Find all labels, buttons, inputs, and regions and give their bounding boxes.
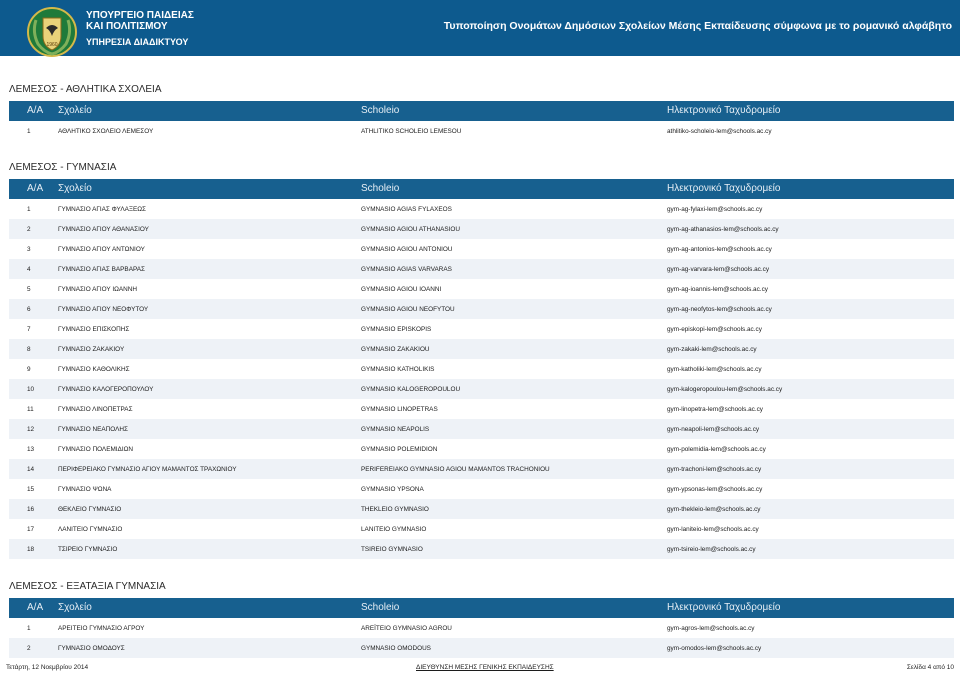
cell-aa: 12 xyxy=(27,426,35,433)
cell-school-latin: THEKLEIO GYMNASIO xyxy=(361,506,429,513)
cell-school-greek: ΓΥΜΝΑΣΙΟ ΨΩΝΑ xyxy=(58,486,112,493)
header-aa: Α/Α xyxy=(27,602,44,613)
cell-email[interactable]: athlitiko-scholeio-lem@schools.ac.cy xyxy=(667,128,772,135)
cell-aa: 13 xyxy=(27,446,35,453)
cell-school-latin: GYMNASIO NEAPOLIS xyxy=(361,426,430,433)
cell-aa: 11 xyxy=(27,406,34,413)
cell-school-latin: LANITEIO GYMNASIO xyxy=(361,526,427,533)
cell-school-latin: GYMNASIO AGIOU ATHANASIOU xyxy=(361,226,460,233)
cell-email[interactable]: gym-ag-fylaxi-lem@schools.ac.cy xyxy=(667,206,763,213)
table-row xyxy=(9,299,954,319)
cell-school-greek: ΓΥΜΝΑΣΙΟ ΖΑΚΑΚΙΟΥ xyxy=(58,346,125,353)
section-title: ΛΕΜΕΣΟΣ - ΓΥΜΝΑΣΙΑ xyxy=(9,162,117,173)
header-school-latin: Scholeio xyxy=(361,602,400,613)
header-banner xyxy=(0,0,960,56)
table-row xyxy=(9,339,954,359)
cell-school-latin: GYMNASIO POLEMIDION xyxy=(361,446,438,453)
cell-school-greek: ΓΥΜΝΑΣΙΟ ΑΓΙΟΥ ΑΘΑΝΑΣΙΟΥ xyxy=(58,226,149,233)
header-school-latin: Scholeio xyxy=(361,105,400,116)
table-row xyxy=(9,319,954,339)
cell-email[interactable]: gym-zakaki-lem@schools.ac.cy xyxy=(667,346,757,353)
cell-school-latin: GYMNASIO YPSONA xyxy=(361,486,424,493)
cell-school-latin: GYMNASIO AGIOU NEOFYTOU xyxy=(361,306,455,313)
cell-email[interactable]: gym-omodos-lem@schools.ac.cy xyxy=(667,645,762,652)
service-name: ΥΠΗΡΕΣΙΑ ΔΙΑΔΙΚΤΥΟΥ xyxy=(86,37,189,47)
cell-aa: 2 xyxy=(27,226,31,233)
table-row xyxy=(9,419,954,439)
cell-school-greek: ΓΥΜΝΑΣΙΟ ΑΓΙΟΥ ΑΝΤΩΝΙΟΥ xyxy=(58,246,145,253)
footer-department: ΔΙΕΥΘΥΝΣΗ ΜΕΣΗΣ ΓΕΝΙΚΗΣ ΕΚΠΑΙΔΕΥΣΗΣ xyxy=(416,664,554,671)
cell-email[interactable]: gym-ag-athanasios-lem@schools.ac.cy xyxy=(667,226,779,233)
cell-aa: 18 xyxy=(27,546,35,553)
cell-email[interactable]: gym-ag-antonios-lem@schools.ac.cy xyxy=(667,246,772,253)
cell-aa: 1 xyxy=(27,128,31,135)
cell-school-greek: ΘΕΚΛΕΙΟ ΓΥΜΝΑΣΙΟ xyxy=(58,506,122,513)
header-school-greek: Σχολείο xyxy=(58,183,92,194)
cell-aa: 4 xyxy=(27,266,31,273)
cell-school-greek: ΓΥΜΝΑΣΙΟ ΑΓΙΟΥ ΝΕΟΦΥΤΟΥ xyxy=(58,306,149,313)
table-row xyxy=(9,359,954,379)
section-title: ΛΕΜΕΣΟΣ - ΑΘΛΗΤΙΚΑ ΣΧΟΛΕΙΑ xyxy=(9,84,162,95)
cell-aa: 6 xyxy=(27,306,31,313)
cell-aa: 3 xyxy=(27,246,31,253)
cell-school-latin: GYMNASIO LINOPETRAS xyxy=(361,406,438,413)
cell-school-latin: GYMNASIO KATHOLIKIS xyxy=(361,366,435,373)
footer-page-number: Σελίδα 4 από 10 xyxy=(906,664,954,671)
cell-school-latin: PERIFEREIAKO GYMNASIO AGIOU MAMANTOS TRACHONIOU xyxy=(361,466,550,473)
table-row xyxy=(9,399,954,419)
cell-email[interactable]: gym-agros-lem@schools.ac.cy xyxy=(667,625,755,632)
cell-school-greek: ΓΥΜΝΑΣΙΟ ΑΓΙΟΥ ΙΩΑΝΝΗ xyxy=(58,286,138,293)
cell-school-greek: ΓΥΜΝΑΣΙΟ ΝΕΑΠΟΛΗΣ xyxy=(58,426,128,433)
cell-aa: 15 xyxy=(27,486,35,493)
cell-email[interactable]: gym-episkopi-lem@schools.ac.cy xyxy=(667,326,762,333)
table-row xyxy=(9,259,954,279)
table-row xyxy=(9,279,954,299)
table-row xyxy=(9,439,954,459)
header-school-latin: Scholeio xyxy=(361,183,400,194)
footer-date: Τετάρτη, 12 Νοεμβρίου 2014 xyxy=(6,664,89,671)
cell-aa: 8 xyxy=(27,346,31,353)
cell-school-greek: ΠΕΡΙΦΕΡΕΙΑΚΟ ΓΥΜΝΑΣΙΟ ΑΓΙΟΥ ΜΑΜΑΝΤΟΣ ΤΡΑΧΩΝΙΟΥ xyxy=(58,466,237,473)
table-row xyxy=(9,539,954,559)
document-title: Τυποποίηση Ονομάτων Δημόσιων Σχολείων Μέσης Εκπαίδευσης σύμφωνα με το ρομανικό αλφάβητο xyxy=(443,20,952,32)
cell-school-latin: GYMNASIO ZAKAKIOU xyxy=(361,346,430,353)
cell-email[interactable]: gym-linopetra-lem@schools.ac.cy xyxy=(667,406,763,413)
table-header xyxy=(9,179,954,199)
cell-school-greek: ΓΥΜΝΑΣΙΟ ΚΑΛΟΓΕΡΟΠΟΥΛΟΥ xyxy=(58,386,154,393)
table-header xyxy=(9,598,954,618)
cell-email[interactable]: gym-kalogeropoulou-lem@schools.ac.cy xyxy=(667,386,783,393)
cell-school-latin: GYMNASIO EPISKOPIS xyxy=(361,326,432,333)
cell-school-latin: GYMNASIO AGIAS VARVARAS xyxy=(361,266,452,273)
cell-school-latin: AREÏTEIO GYMNASIO AGROU xyxy=(361,625,452,632)
cell-email[interactable]: gym-polemidia-lem@schools.ac.cy xyxy=(667,446,766,453)
svg-text:1960: 1960 xyxy=(46,42,58,48)
cell-email[interactable]: gym-ypsonas-lem@schools.ac.cy xyxy=(667,486,763,493)
header-email: Ηλεκτρονικό Ταχυδρομείο xyxy=(667,183,781,194)
table-row xyxy=(9,239,954,259)
table-row xyxy=(9,499,954,519)
cell-school-greek: ΓΥΜΝΑΣΙΟ ΛΙΝΟΠΕΤΡΑΣ xyxy=(58,406,133,413)
cell-aa: 7 xyxy=(27,326,31,333)
cell-email[interactable]: gym-laniteio-lem@schools.ac.cy xyxy=(667,526,759,533)
cell-aa: 2 xyxy=(27,645,31,652)
cell-email[interactable]: gym-ag-neofytos-lem@schools.ac.cy xyxy=(667,306,772,313)
page-footer xyxy=(0,664,960,675)
cell-aa: 14 xyxy=(27,466,35,473)
cell-school-greek: ΤΣΙΡΕΙΟ ΓΥΜΝΑΣΙΟ xyxy=(58,546,118,553)
cell-school-greek: ΓΥΜΝΑΣΙΟ ΕΠΙΣΚΟΠΗΣ xyxy=(58,326,130,333)
cell-school-greek: ΓΥΜΝΑΣΙΟ ΚΑΘΟΛΙΚΗΣ xyxy=(58,366,130,373)
table-row xyxy=(9,618,954,638)
header-aa: Α/Α xyxy=(27,183,44,194)
table-header xyxy=(9,101,954,121)
cell-email[interactable]: gym-thekleio-lem@schools.ac.cy xyxy=(667,506,761,513)
header-school-greek: Σχολείο xyxy=(58,105,92,116)
cell-email[interactable]: gym-katholiki-lem@schools.ac.cy xyxy=(667,366,762,373)
cell-school-greek: ΑΡΕΙΤΕΙΟ ΓΥΜΝΑΣΙΟ ΑΓΡΟΥ xyxy=(58,625,145,632)
cell-school-greek: ΑΘΛΗΤΙΚΟ ΣΧΟΛΕΙΟ ΛΕΜΕΣΟΥ xyxy=(58,128,154,135)
table-row xyxy=(9,638,954,658)
cell-school-latin: GYMNASIO OMODOUS xyxy=(361,645,431,652)
cell-school-latin: GYMNASIO KALOGEROPOULOU xyxy=(361,386,461,393)
table-row xyxy=(9,519,954,539)
cell-email[interactable]: gym-tsireio-lem@schools.ac.cy xyxy=(667,546,756,553)
ministry-name xyxy=(86,10,194,32)
cell-aa: 10 xyxy=(27,386,35,393)
cell-email[interactable]: gym-ag-varvara-lem@schools.ac.cy xyxy=(667,266,770,273)
ministry-line-2: ΚΑΙ ΠΟΛΙΤΙΣΜΟΥ xyxy=(86,21,168,32)
cell-school-greek: ΓΥΜΝΑΣΙΟ ΑΓΙΑΣ ΦΥΛΑΞΕΩΣ xyxy=(58,206,147,213)
cell-email[interactable]: gym-neapoli-lem@schools.ac.cy xyxy=(667,426,760,433)
table-row xyxy=(9,199,954,219)
cell-aa: 9 xyxy=(27,366,31,373)
cyprus-coat-of-arms-icon xyxy=(26,6,78,58)
cell-school-latin: TSIREIO GYMNASIO xyxy=(361,546,423,553)
table-row xyxy=(9,219,954,239)
table-row xyxy=(9,459,954,479)
cell-school-latin: GYMNASIO AGIOU ANTONIOU xyxy=(361,246,453,253)
section-title: ΛΕΜΕΣΟΣ - ΕΞΑΤΑΞΙΑ ΓΥΜΝΑΣΙΑ xyxy=(9,581,166,592)
cell-aa: 5 xyxy=(27,286,31,293)
header-email: Ηλεκτρονικό Ταχυδρομείο xyxy=(667,105,781,116)
cell-aa: 16 xyxy=(27,506,35,513)
ministry-line-1: ΥΠΟΥΡΓΕΙΟ ΠΑΙΔΕΙΑΣ xyxy=(86,10,194,21)
cell-school-greek: ΛΑΝΙΤΕΙΟ ΓΥΜΝΑΣΙΟ xyxy=(58,526,123,533)
header-aa: Α/Α xyxy=(27,105,44,116)
cell-email[interactable]: gym-ag-ioannis-lem@schools.ac.cy xyxy=(667,286,768,293)
table-row xyxy=(9,479,954,499)
cell-school-greek: ΓΥΜΝΑΣΙΟ ΑΓΙΑΣ ΒΑΡΒΑΡΑΣ xyxy=(58,266,145,273)
cell-school-latin: GYMNASIO AGIOU IOANNI xyxy=(361,286,442,293)
cell-email[interactable]: gym-trachoni-lem@schools.ac.cy xyxy=(667,466,762,473)
cell-school-latin: ATHLITIKO SCHOLEIO LEMESOU xyxy=(361,128,462,135)
header-school-greek: Σχολείο xyxy=(58,602,92,613)
cell-aa: 1 xyxy=(27,625,31,632)
table-row xyxy=(9,379,954,399)
cell-school-greek: ΓΥΜΝΑΣΙΟ ΟΜΟΔΟΥΣ xyxy=(58,645,125,652)
header-email: Ηλεκτρονικό Ταχυδρομείο xyxy=(667,602,781,613)
table-row xyxy=(9,121,954,141)
cell-aa: 1 xyxy=(27,206,31,213)
cell-school-greek: ΓΥΜΝΑΣΙΟ ΠΟΛΕΜΙΔΙΩΝ xyxy=(58,446,133,453)
cell-aa: 17 xyxy=(27,526,35,533)
cell-school-latin: GYMNASIO AGIAS FYLAXEOS xyxy=(361,206,452,213)
